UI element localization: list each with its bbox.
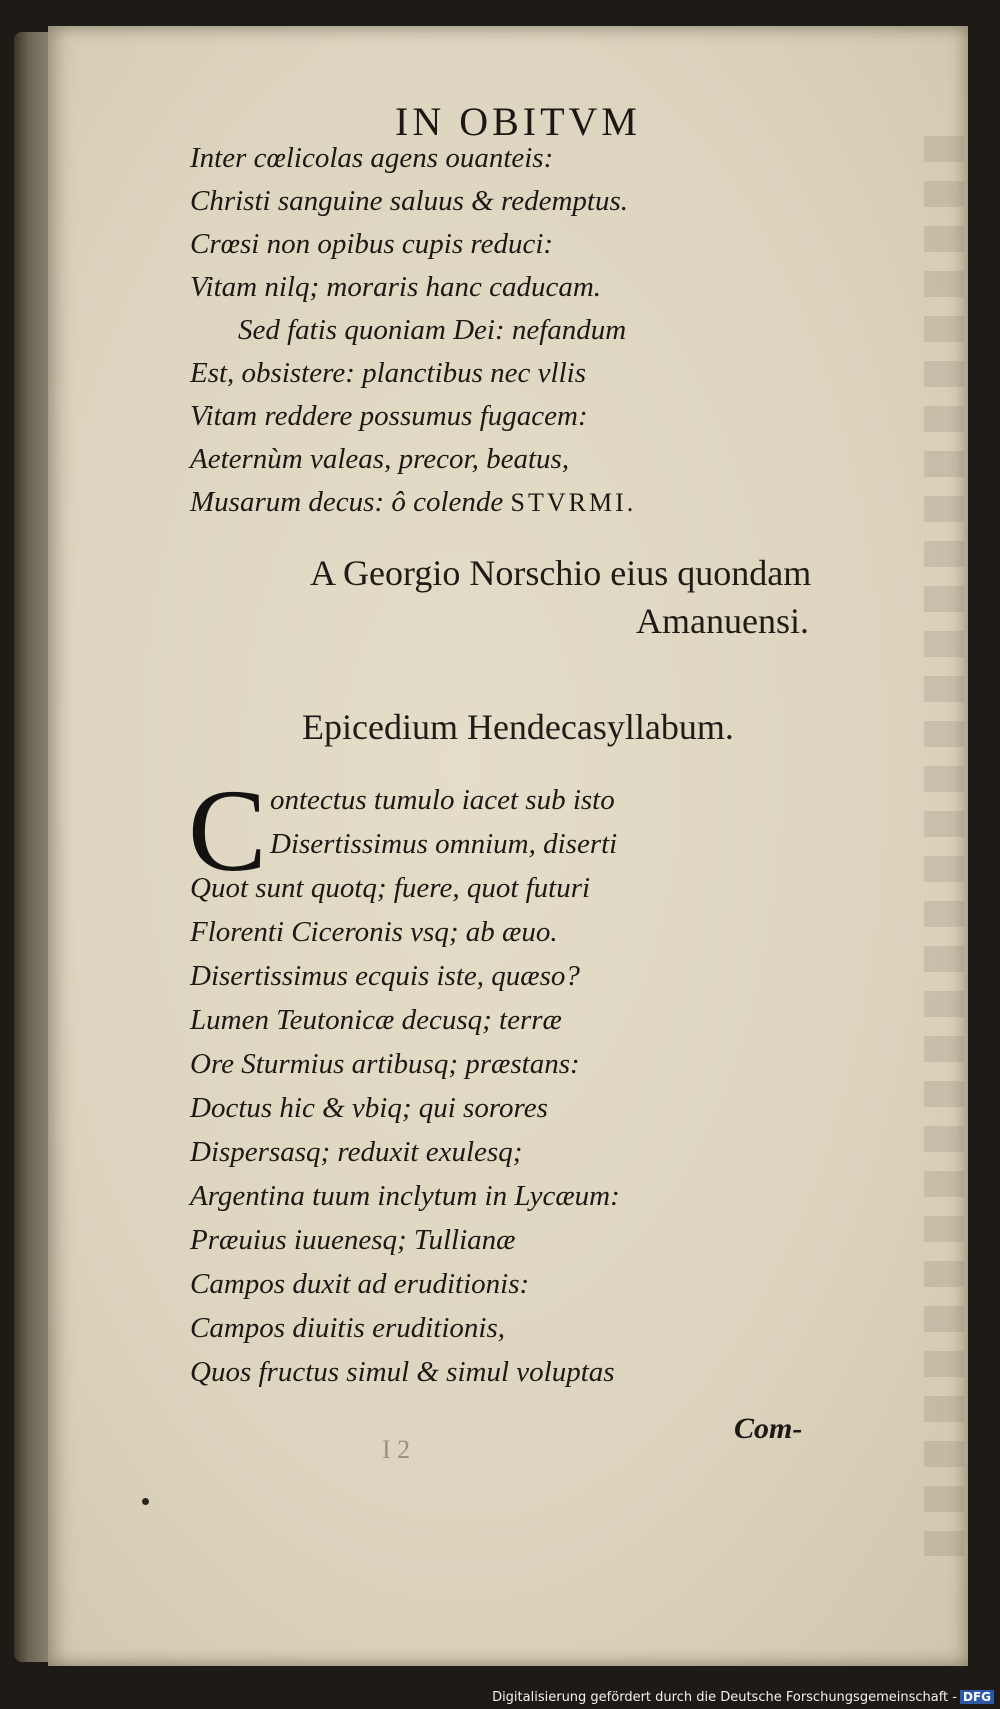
verse-line: Ore Sturmius artibusq; præstans:: [190, 1048, 580, 1080]
signature-mark: I 2: [382, 1435, 411, 1464]
verse-line: Campos duxit ad eruditionis:: [190, 1268, 530, 1300]
book-edge: [14, 32, 50, 1662]
verse-line: Aeternùm valeas, precor, beatus,: [190, 443, 570, 475]
digitization-footer: [492, 1690, 994, 1705]
drop-capital: C: [188, 765, 267, 896]
verse-line: Vitam nilq; moraris hanc caducam.: [190, 271, 602, 303]
footer-text: Digitalisierung gefördert durch die Deutsche Forschungsgemeinschaft -: [492, 1690, 957, 1705]
verse-line: ontectus tumulo iacet sub isto: [270, 784, 615, 816]
verse-line: Argentina tuum inclytum in Lycæum:: [190, 1180, 620, 1212]
verse-line: Sed fatis quoniam Dei: nefandum: [238, 314, 627, 346]
sturm-name: STVRMI.: [510, 488, 637, 517]
verse-line: Crœsi non opibus cupis reduci:: [190, 228, 554, 260]
running-header: IN OBITVM: [395, 99, 641, 144]
verse-line: Præuius iuuenesq; Tullianæ: [190, 1224, 516, 1256]
verse-line: Disertissimus ecquis iste, quæso?: [190, 960, 580, 992]
attribution-line-1: A Georgio Norschio eius quondam: [310, 553, 812, 593]
verse-line-last: [190, 488, 890, 517]
verse-line: Est, obsistere: planctibus nec vllis: [190, 357, 587, 389]
verse-line: Christi sanguine saluus & redemptus.: [190, 185, 628, 217]
attribution-line-2: Amanuensi.: [636, 601, 809, 641]
verse-line: Quot sunt quotq; fuere, quot futuri: [190, 872, 591, 904]
verse-text: Musarum decus: ô colende: [190, 486, 504, 518]
verse-line: Disertissimus omnium, diserti: [270, 828, 618, 860]
ink-spot: [142, 1498, 149, 1505]
verse-line: Dispersasq; reduxit exulesq;: [190, 1136, 523, 1168]
dfg-logo-icon: DFG: [960, 1690, 994, 1704]
verse-line: Doctus hic & vbiq; qui sorores: [190, 1092, 548, 1124]
catchword: Com-: [734, 1412, 803, 1445]
verse-line: Inter cœlicolas agens ouanteis:: [190, 142, 554, 174]
verse-line: Quos fructus simul & simul voluptas: [190, 1356, 615, 1388]
poem-title: Epicedium Hendecasyllabum.: [302, 707, 734, 747]
verse-line: Florenti Ciceronis vsq; ab æuo.: [190, 916, 558, 948]
verse-line: Campos diuitis eruditionis,: [190, 1312, 506, 1344]
verse-line: Vitam reddere possumus fugacem:: [190, 400, 588, 432]
verse-line: Lumen Teutonicæ decusq; terræ: [190, 1004, 562, 1036]
